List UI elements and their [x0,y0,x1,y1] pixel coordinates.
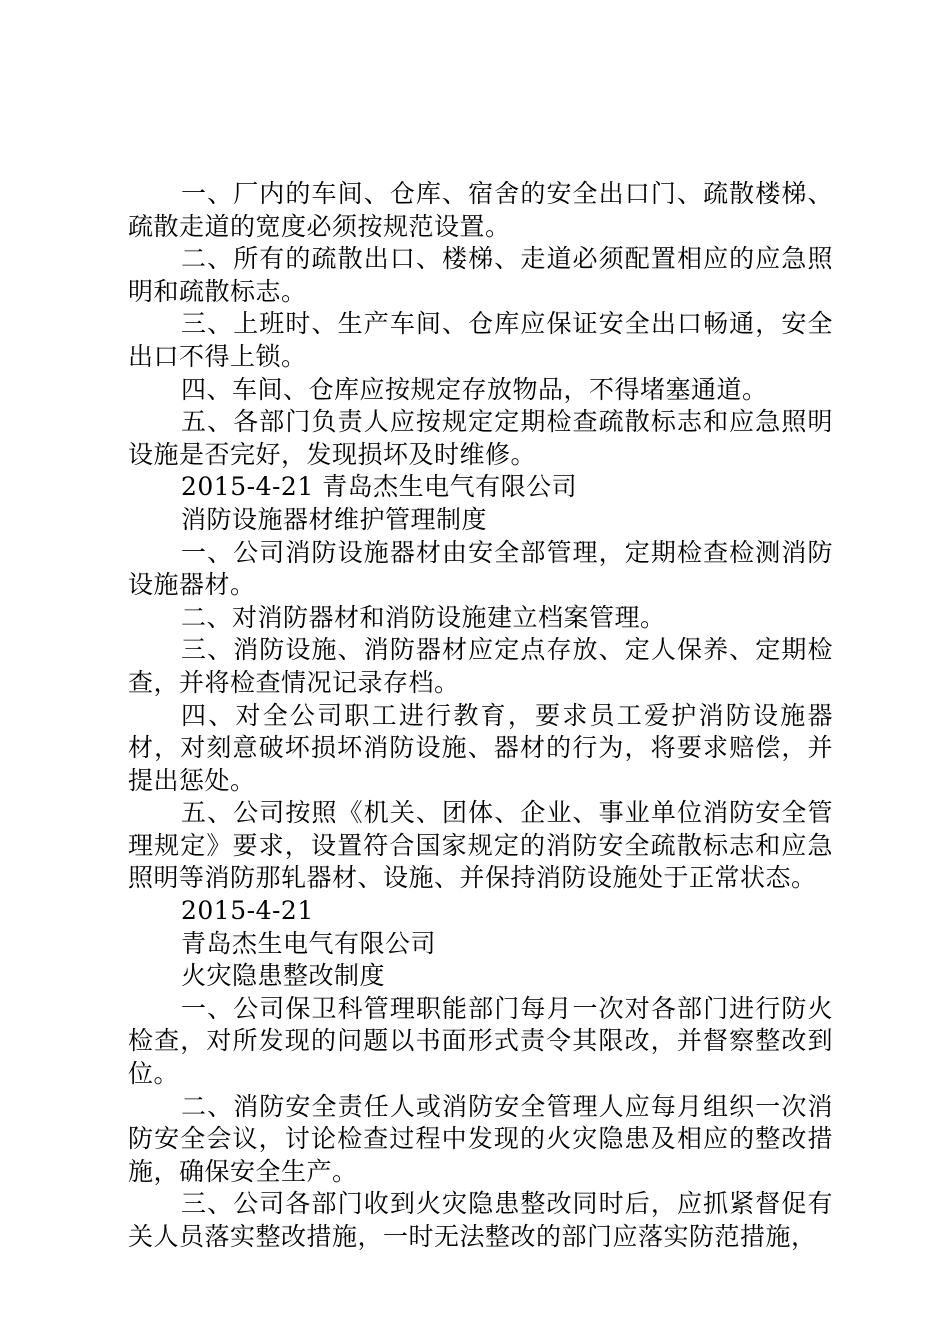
company-line: 青岛杰生电气有限公司 [181,928,437,958]
paragraph: 三、上班时、生产车间、仓库应保证安全出口畅通，安全出口不得上锁。 [128,309,833,371]
paragraph: 三、消防设施、消防器材应定点存放、定人保养、定期检查，并将检查情况记录存档。 [128,635,833,697]
paragraph: 一、公司消防设施器材由安全部管理，定期检查检测消防设施器材。 [128,537,833,600]
paragraph: 二、消防安全责任人或消防安全管理人应每月组织一次消防安全会议，讨论检查过程中发现的火灾隐患及相应的整改措施，确保安全生产。 [128,1091,833,1186]
date-company-line: 2015-4-21 青岛杰生电气有限公司 [181,472,578,502]
paragraph: 五、公司按照《机关、团体、企业、事业单位消防安全管理规定》要求，设置符合国家规定的消防安全疏散标志和应急照明等消防那轧器材、设施、并保持消防设施处于正常状态。 [128,798,833,893]
section-title: 火灾隐患整改制度 [181,961,386,991]
paragraph: 四、车间、仓库应按规定存放物品，不得堵塞通道。 [181,374,768,404]
paragraph: 二、所有的疏散出口、楼梯、走道必须配置相应的应急照明和疏散标志。 [128,244,833,306]
paragraph: 三、公司各部门收到火灾隐患整改同时后，应抓紧督促有关人员落实整改措施，一时无法整改的部门应落实防范措施， [128,1189,833,1251]
paragraph: 一、公司保卫科管理职能部门每月一次对各部门进行防火检查，对所发现的问题以书面形式责令其限改，并督察整改到位。 [128,993,833,1089]
paragraph: 一、厂内的车间、仓库、宿舍的安全出口门、疏散楼梯、疏散走道的宽度必须按规范设置。 [128,179,833,241]
date-line: 2015-4-21 [181,896,314,926]
paragraph: 二、对消防器材和消防设施建立档案管理。 [181,602,666,632]
document-body [128,178,833,1254]
paragraph: 五、各部门负责人应按规定定期检查疏散标志和应急照明设施是否完好，发现损坏及时维修。 [128,407,833,469]
section-title: 消防设施器材维护管理制度 [181,504,488,534]
paragraph: 四、对全公司职工进行教育，要求员工爱护消防设施器材，对刻意破坏损坏消防设施、器材的行为，将要求赔偿，并提出惩处。 [128,700,833,795]
